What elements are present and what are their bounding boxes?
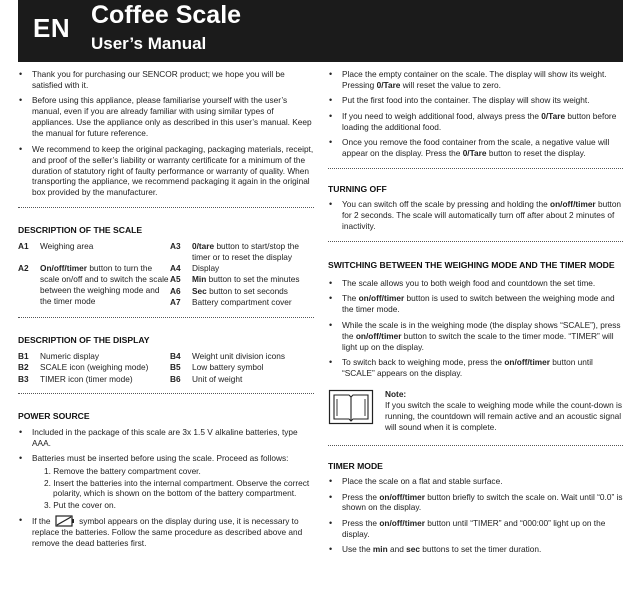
display-label: Weight unit division icons [192,350,286,361]
power-item: • Included in the package of this scale are 3x 1.5 V alkaline batteries, type AAA. [18,427,314,449]
display-code: B5 [170,362,181,373]
weighing-item: • Place the empty container on the scale. The display will show its weight. Pressing 0/Tare will reset the value to zero. [328,69,623,91]
intro-item: • Before using this appliance, please familiarise yourself with the user’s manual, even if you are already familiar with using similar types of appliances. Use the appliance only as described in this user’s manual. Keep the manual for future reference. [18,95,314,139]
part-code: A2 [18,263,29,274]
section-divider [18,317,314,318]
timer-item: • Press the on/off/timer button briefly to switch the scale on. Wait until “0.0” is shown on the display. [328,492,623,514]
display-label: Numeric display [40,350,100,361]
switching-heading: SWITCHING BETWEEN THE WEIGHING MODE AND THE TIMER MODE [328,260,615,271]
display-description-list [18,351,314,385]
part-label: Sec button to set seconds [192,285,288,296]
part-label: Weighing area [40,240,94,251]
power-item: • Batteries must be inserted before using the scale. Proceed as follows: 1. Remove the battery compartment cover. 2. Insert the batteries into the internal compartment. Observe the correct polarity, which is shown on the bottom of the battery compartment. 3. Put the cover on. [18,453,314,511]
timer-item: • Use the min and sec buttons to set the timer duration. [328,544,623,555]
scale-description-heading: DESCRIPTION OF THE SCALE [18,225,143,236]
part-code: A4 [170,263,181,274]
part-code: A5 [170,274,181,285]
step-item: 3. Put the cover on. [44,499,116,510]
display-code: B6 [170,373,181,384]
scale-description-list [18,241,314,309]
part-label: Display [192,263,220,274]
weighing-item: • Once you remove the food container from the scale, a negative value will appear on the display. Press the 0/Tare button to reset the display. [328,137,623,159]
low-battery-icon [55,515,75,527]
part-label: 0/tare button to start/stop the timer or to reset the display [192,240,300,262]
section-divider [18,393,314,394]
part-label: Battery compartment cover [192,297,292,308]
timer-mode-list [328,476,623,555]
display-code: B2 [18,362,29,373]
language-code: EN [33,13,71,43]
note-title: Note: [385,388,407,399]
weighing-item: • Put the first food into the container. The display will show its weight. [328,95,623,106]
switching-item: • The scale allows you to both weigh food and countdown the set time. [328,278,623,289]
power-source-heading: POWER SOURCE [18,411,90,422]
right-column [328,69,623,560]
switching-item: • To switch back to weighing mode, press the on/off/timer button until “SCALE” appears on the display. [328,357,623,379]
page-header [18,0,623,62]
timer-item: • Place the scale on a flat and stable surface. [328,476,623,487]
note-text: If you switch the scale to weighing mode while the count-down is running, the countdown will remain active and an acoustic signal will sound when it is complete. [385,399,623,432]
switching-item: • While the scale is in the weighing mode (the display shows “SCALE”), press the on/off/timer button to switch the scale to the timer mode. “TIMER” will light up on the display. [328,320,623,353]
section-divider [18,207,314,208]
display-code: B4 [170,350,181,361]
display-label: Unit of weight [192,373,243,384]
section-divider [328,241,623,242]
document-title: Coffee Scale [91,1,242,29]
battery-steps [32,466,314,511]
turning-off-heading: TURNING OFF [328,184,387,195]
weighing-list [328,69,623,159]
part-code: A6 [170,285,181,296]
note-box [328,389,623,433]
display-label: TIMER icon (timer mode) [40,373,133,384]
intro-item: • We recommend to keep the original packaging, packaging materials, receipt, and proof of the seller’s liability or warranty certificate for a minimum of the duration of statutory right of faulty performance or warranty of quality. When transporting the appliance, we recommend packaging it again in the original box provided by the manufacturer. [18,144,314,199]
power-source-list [18,427,314,549]
part-label: On/off/timer button to turn the scale on/off and to switch the scale between the weighing mode and the timer mode [40,263,169,306]
switching-list [328,278,623,379]
display-code: B1 [18,350,29,361]
turning-off-list [328,199,623,232]
display-description-heading: DESCRIPTION OF THE DISPLAY [18,335,150,346]
switching-item: • The on/off/timer button is used to switch between the weighing mode and the timer mode. [328,293,623,315]
part-code: A7 [170,297,181,308]
display-code: B3 [18,373,29,384]
intro-list [18,69,314,198]
power-item: • If the symbol appears on the display during use, it is necessary to replace the batteries. Follow the same procedure as described above and remove the dead batteries first. [18,515,314,549]
timer-mode-heading: TIMER MODE [328,460,383,471]
weighing-item: • If you need to weigh additional food, always press the 0/Tare button before loading the additional food. [328,111,623,133]
turning-off-item: • You can switch off the scale by pressing and holding the on/off/timer button for 2 seconds. The scale will automatically turn off after about 2 minutes of inactivity. [328,199,623,232]
step-item: 1. Remove the battery compartment cover. [44,466,201,477]
intro-item: • Thank you for purchasing our SENCOR product; we hope you will be satisfied with it. [18,69,314,91]
display-label: SCALE icon (weighing mode) [40,362,149,373]
part-code: A1 [18,240,29,251]
document-subtitle: User’s Manual [91,34,207,53]
manual-book-icon [328,389,374,425]
section-divider [328,445,623,446]
display-label: Low battery symbol [192,362,264,373]
section-divider [328,168,623,169]
step-item: 2. Insert the batteries into the internal compartment. Observe the correct polarity, which is shown on the bottom of the battery compartment. [44,477,310,499]
part-label: Min button to set the minutes [192,274,300,285]
part-code: A3 [170,240,181,251]
timer-item: • Press the on/off/timer button until “TIMER” and “000:00” light up on the display. [328,518,623,540]
left-column [18,69,314,554]
